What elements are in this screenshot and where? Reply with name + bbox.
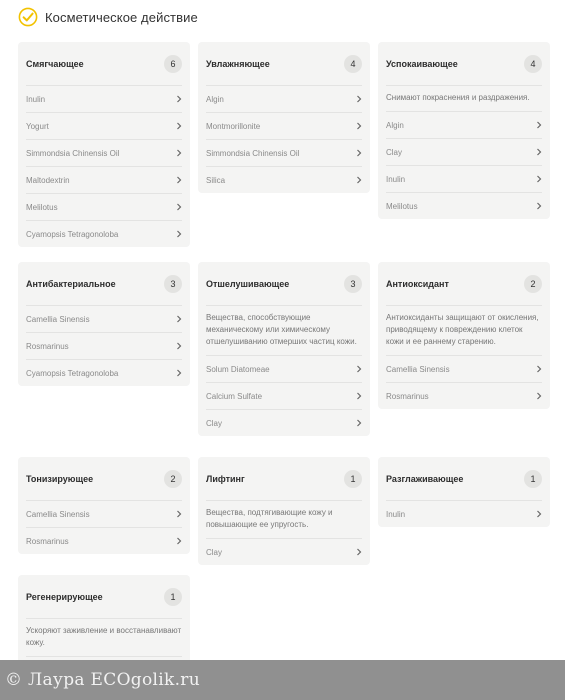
ingredient-item[interactable] [26,333,182,360]
ingredient-name: Camellia Sinensis [26,509,90,519]
ingredient-item[interactable] [206,383,362,410]
card-header [26,262,182,306]
ingredient-name: Clay [206,418,223,428]
card-title: Успокаивающее [386,58,458,69]
ingredient-item[interactable] [386,501,542,527]
chevron-right-icon [176,537,182,545]
ingredient-name: Camellia Sinensis [26,314,90,324]
card-antibacterial [18,262,190,386]
card-header [26,42,182,86]
chevron-right-icon [536,202,542,210]
chevron-right-icon [176,122,182,130]
ingredient-name: Cyamopsis Tetragonoloba [26,368,119,378]
chevron-right-icon [176,510,182,518]
ingredient-list [206,356,362,436]
card-header [386,262,542,306]
ingredient-item[interactable] [386,356,542,383]
section-title: Косметическое действие [45,9,198,25]
ingredient-item[interactable] [206,410,362,436]
section-header [18,7,198,27]
ingredient-item[interactable] [26,360,182,386]
ingredient-item[interactable] [386,139,542,166]
card-header [26,575,182,619]
card-header [386,457,542,501]
ingredient-name: Melilotus [26,202,58,212]
card-title: Тонизирующее [26,473,94,484]
ingredient-item[interactable] [26,221,182,247]
card-smoothing [378,457,550,527]
count-badge: 3 [164,275,182,293]
ingredient-name: Calcium Sulfate [206,391,263,401]
ingredient-name: Algin [386,120,404,130]
ingredient-item[interactable] [206,113,362,140]
chevron-right-icon [176,203,182,211]
card-title: Увлажняющее [206,58,270,69]
card-header [386,42,542,86]
chevron-right-icon [356,365,362,373]
ingredient-item[interactable] [26,306,182,333]
chevron-right-icon [356,95,362,103]
chevron-right-icon [536,392,542,400]
ingredient-name: Maltodextrin [26,175,70,185]
card-moisturizing [198,42,370,193]
count-badge: 6 [164,55,182,73]
chevron-right-icon [536,148,542,156]
ingredient-item[interactable] [26,113,182,140]
card-header [26,457,182,501]
chevron-right-icon [356,548,362,556]
ingredient-item[interactable] [206,167,362,193]
count-badge: 2 [524,275,542,293]
ingredient-name: Inulin [386,174,406,184]
ingredient-name: Simmondsia Chinensis Oil [26,148,120,158]
count-badge: 3 [344,275,362,293]
count-badge: 4 [524,55,542,73]
card-antioxidant [378,262,550,409]
chevron-right-icon [356,149,362,157]
watermark-text: © Лаура ECOgolik.ru [5,670,200,690]
chevron-right-icon [536,121,542,129]
ingredient-name: Rosmarinus [26,536,69,546]
ingredient-list [386,356,542,409]
ingredient-item[interactable] [386,383,542,409]
card-title: Регенерирующее [26,591,103,602]
card-title: Антибактериальное [26,278,116,289]
card-lifting [198,457,370,565]
ingredient-item[interactable] [26,86,182,113]
chevron-right-icon [536,175,542,183]
chevron-right-icon [176,369,182,377]
ingredient-name: Clay [206,547,223,557]
ingredient-name: Montmorillonite [206,121,261,131]
chevron-right-icon [356,176,362,184]
ingredient-item[interactable] [26,501,182,528]
card-title: Смягчающее [26,58,84,69]
ingredient-name: Camellia Sinensis [386,364,450,374]
ingredient-list [206,539,362,565]
ingredient-item[interactable] [26,140,182,167]
card-title: Лифтинг [206,473,245,484]
count-badge: 2 [164,470,182,488]
ingredient-list [26,501,182,554]
ingredient-name: Rosmarinus [26,341,69,351]
ingredient-item[interactable] [26,528,182,554]
ingredient-item[interactable] [206,140,362,167]
ingredient-name: Rosmarinus [386,391,429,401]
ingredient-name: Inulin [386,509,406,519]
ingredient-name: Silica [206,175,226,185]
chevron-right-icon [536,365,542,373]
ingredient-name: Yogurt [26,121,49,131]
card-title: Разглаживающее [386,473,464,484]
count-badge: 1 [344,470,362,488]
chevron-right-icon [176,230,182,238]
ingredient-list [386,112,542,219]
card-soothing [378,42,550,219]
count-badge: 1 [524,470,542,488]
ingredient-item[interactable] [26,167,182,194]
ingredient-name: Inulin [26,94,46,104]
chevron-right-icon [356,122,362,130]
ingredient-item[interactable] [386,193,542,219]
ingredient-list [206,86,362,193]
chevron-right-icon [176,149,182,157]
chevron-right-icon [176,342,182,350]
ingredient-name: Simmondsia Chinensis Oil [206,148,300,158]
card-softening [18,42,190,247]
chevron-right-icon [176,315,182,323]
ingredient-name: Clay [386,147,403,157]
ingredient-name: Cyamopsis Tetragonoloba [26,229,119,239]
card-exfoliating [198,262,370,436]
card-description: Снимают покраснения и раздражения. [386,86,542,112]
chevron-right-icon [536,510,542,518]
card-description: Вещества, подтягивающие кожу и повышающие ее упругость. [206,501,362,539]
card-header [206,42,362,86]
card-title: Отшелушивающее [206,278,290,289]
ingredient-name: Solum Diatomeae [206,364,270,374]
ingredient-item[interactable] [206,539,362,565]
ingredient-list [26,86,182,247]
count-badge: 4 [344,55,362,73]
card-description: Вещества, способствующие механическому или химическому отшелушиванию отмерших частиц кожи. [206,306,362,356]
card-header [206,457,362,501]
card-header [206,262,362,306]
chevron-right-icon [356,392,362,400]
card-description: Антиоксиданты защищают от окисления, приводящему к повреждению клеток кожи и ее раннему старению. [386,306,542,356]
ingredient-list [386,501,542,527]
card-title: Антиоксидант [386,278,449,289]
ingredient-item[interactable] [386,166,542,193]
ingredient-list [26,306,182,386]
watermark-bar [0,660,565,700]
card-toning [18,457,190,554]
ingredient-name: Algin [206,94,224,104]
ingredient-name: Melilotus [386,201,418,211]
ingredient-item[interactable] [206,356,362,383]
chevron-right-icon [176,95,182,103]
card-description: Ускоряют заживление и восстанавливают кожу. [26,619,182,657]
ingredient-item[interactable] [206,86,362,113]
card-regenerating [18,575,190,660]
ingredient-item[interactable] [26,194,182,221]
check-circle-icon [18,7,38,27]
chevron-right-icon [176,176,182,184]
ingredient-item[interactable] [386,112,542,139]
count-badge: 1 [164,588,182,606]
chevron-right-icon [356,419,362,427]
